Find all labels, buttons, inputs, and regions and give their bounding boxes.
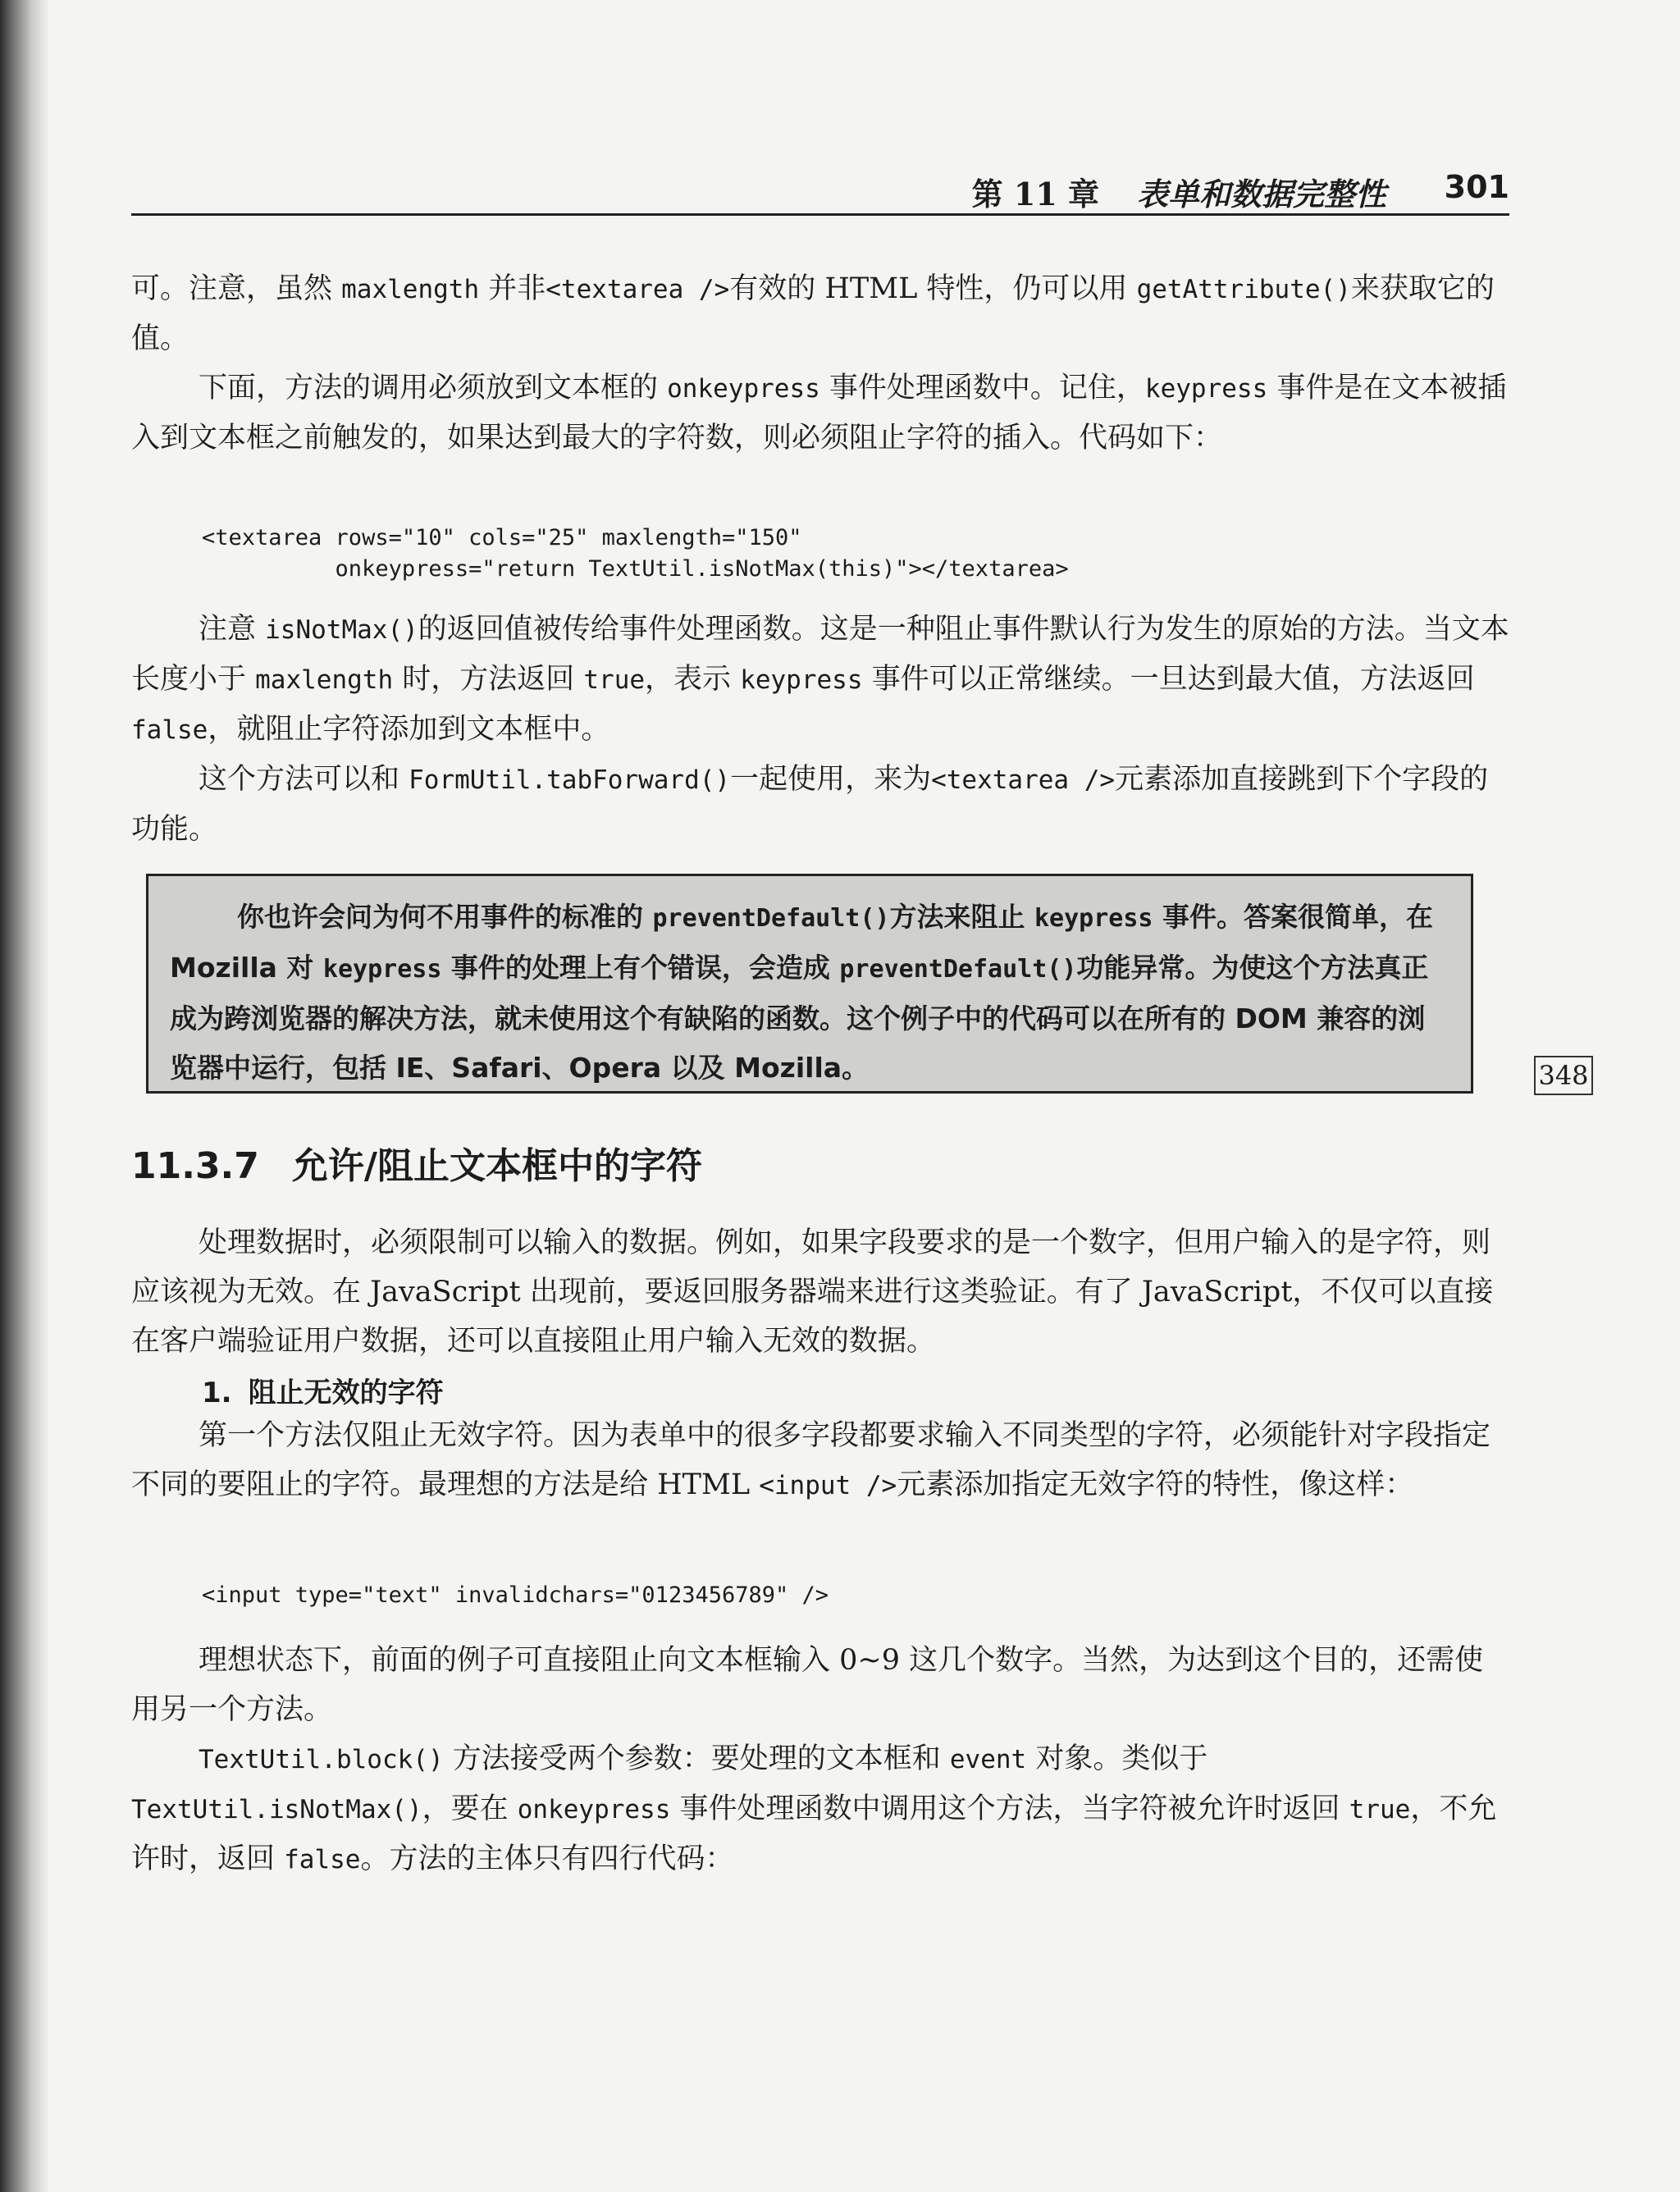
code-block-textarea	[202, 523, 1069, 585]
subsection-number: 1.	[202, 1377, 232, 1409]
page-number: 301	[1444, 169, 1509, 205]
book-page	[131, 0, 1509, 2192]
section-number: 11.3.7	[131, 1145, 259, 1187]
header-chapter: 第 11 章	[971, 176, 1099, 212]
paragraph-1: 可。注意，虽然 maxlength 并非<textarea />有效的 HTML 特性，仍可以用 getAttribute()来获取它的值。	[131, 272, 1495, 355]
code-line: <textarea rows="10" cols="25" maxlength="150"	[202, 525, 802, 550]
code-block-input	[202, 1580, 829, 1611]
header-title: 表单和数据完整性	[1136, 176, 1386, 212]
paragraph-8: TextUtil.block() 方法接受两个参数：要处理的文本框和 event 对象。类似于 TextUtil.isNotMax()，要在 onkeypress 事件处理函数中调用这个方法，当字符被允许时返回 true，不允许时，返回 false。方法的主体只有四行代码：	[131, 1742, 1497, 1875]
running-header	[131, 164, 1509, 216]
margin-page-reference: 348	[1534, 1056, 1593, 1095]
paragraph-4: 这个方法可以和 FormUtil.tabForward()一起使用，来为<textarea />元素添加直接跳到下个字段的功能。	[131, 763, 1489, 846]
paragraph-3: 注意 isNotMax()的返回值被传给事件处理函数。这是一种阻止事件默认行为发生的原始的方法。当文本长度小于 maxlength 时，方法返回 true，表示 keypress 事件可以正常继续。一旦达到最大值，方法返回 false，就阻止字符添加到文本框中。	[131, 613, 1509, 746]
paragraph-5: 处理数据时，必须限制可以输入的数据。例如，如果字段要求的是一个数字，但用户输入的是字符，则应该视为无效。在 JavaScript 出现前，要返回服务器端来进行这类验证。有了 JavaScript，不仅可以直接在客户端验证用户数据，还可以直接阻止用户输入无效的数据。	[131, 1226, 1494, 1358]
code-line: onkeypress="return TextUtil.isNotMax(this)"></textarea>	[202, 556, 1069, 582]
note-box	[146, 874, 1473, 1094]
book-spine-shadow	[0, 0, 49, 2192]
code-line: <input type="text" invalidchars="0123456789" />	[202, 1582, 829, 1608]
section-title: 允许/阻止文本框中的字符	[291, 1145, 702, 1187]
paragraph-6: 第一个方法仅阻止无效字符。因为表单中的很多字段都要求输入不同类型的字符，必须能针对字段指定不同的要阻止的字符。最理想的方法是给 HTML <input />元素添加指定无效字符的特性，像这样：	[131, 1419, 1491, 1501]
subsection-heading	[202, 1370, 444, 1410]
subsection-title: 阻止无效的字符	[248, 1377, 444, 1409]
section-heading	[131, 1136, 702, 1189]
note-text: 你也许会问为何不用事件的标准的 preventDefault()方法来阻止 keypress 事件。答案很简单，在 Mozilla 对 keypress 事件的处理上有个错误，会造成 preventDefault()功能异常。为使这个方法真正成为跨浏览器的解决方法，就未使用这个有缺陷的函数。这个例子中的代码可以在所有的 DOM 兼容的浏览器中运行，包括 IE、Safari、Opera 以及 Mozilla。	[170, 901, 1433, 1084]
paragraph-7: 理想状态下，前面的例子可直接阻止向文本框输入 0~9 这几个数字。当然，为达到这个目的，还需使用另一个方法。	[131, 1644, 1484, 1726]
paragraph-2: 下面，方法的调用必须放到文本框的 onkeypress 事件处理函数中。记住，keypress 事件是在文本被插入到文本框之前触发的，如果达到最大的字符数，则必须阻止字符的插入。代码如下：	[131, 372, 1507, 454]
